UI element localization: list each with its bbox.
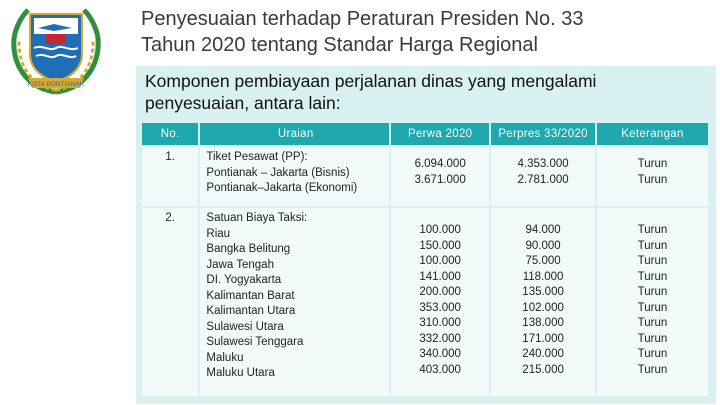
keterangan-value: Turun (637, 363, 668, 376)
uraian-line: Maluku (206, 351, 244, 364)
perpres-value: 215.000 (522, 363, 564, 376)
uraian-line: Pontianak–Jakarta (Ekonomi) (206, 182, 358, 194)
perwa-value: 6.094.000 (414, 158, 466, 170)
intro-line-2: penyesuaian, antara lain: (145, 93, 341, 113)
intro-line-1: Komponen pembiayaan perjalanan dinas yang mengalami (145, 71, 597, 91)
keterangan-value: Turun (637, 301, 668, 314)
uraian-line: Pontianak – Jakarta (Bisnis) (206, 166, 350, 179)
row-perwa (391, 147, 489, 206)
perpres-value: 138.000 (522, 317, 564, 329)
row-number: 1. (142, 147, 198, 206)
keterangan-value: Turun (637, 270, 668, 283)
row-perpres (491, 147, 595, 206)
perpres-value: 94.000 (525, 224, 561, 236)
keterangan-value: Turun (637, 286, 668, 298)
keterangan-value: Turun (637, 239, 668, 252)
city-emblem-logo (6, 4, 106, 96)
header-perwa: Perwa 2020 (391, 123, 489, 145)
perpres-value: 102.000 (522, 301, 564, 314)
perpres-value: 75.000 (525, 255, 561, 267)
perpres-value: 90.000 (525, 239, 561, 252)
row-uraian (200, 208, 389, 396)
table-header-row (142, 123, 708, 145)
intro-text (145, 70, 705, 114)
uraian-line: Sulawesi Utara (206, 320, 284, 333)
uraian-line: Sulawesi Tenggara (206, 336, 304, 348)
row-perwa (391, 208, 489, 396)
keterangan-value: Turun (637, 348, 668, 360)
perpres-value: 118.000 (522, 270, 564, 283)
header-keterangan: Keterangan (597, 123, 708, 145)
perpres-value: 4.353.000 (517, 158, 569, 170)
uraian-line: Jawa Tengah (206, 258, 274, 271)
header-perpres: Perpres 33/2020 (491, 123, 595, 145)
keterangan-value: Turun (637, 255, 668, 267)
uraian-line: Maluku Utara (206, 367, 275, 379)
keterangan-value: Turun (637, 173, 668, 186)
row-perpres (491, 208, 595, 396)
table-row (142, 208, 708, 396)
perwa-value: 100.000 (419, 224, 461, 236)
keterangan-value: Turun (637, 317, 668, 329)
header-no: No. (142, 123, 198, 145)
header-uraian: Uraian (200, 123, 389, 145)
perwa-value: 310.000 (419, 317, 461, 329)
uraian-line: Kalimantan Utara (206, 305, 296, 317)
perwa-value: 403.000 (419, 363, 461, 376)
perwa-value: 340.000 (419, 348, 461, 360)
title-line-2: Tahun 2020 tentang Standar Harga Regional (141, 34, 538, 56)
perpres-value: 135.000 (522, 286, 564, 298)
perpres-value: 240.000 (522, 348, 564, 360)
uraian-line: Kalimantan Barat (206, 289, 295, 302)
row-keterangan (597, 208, 708, 396)
perpres-value: 171.000 (522, 332, 564, 345)
perpres-value: 2.781.000 (517, 173, 569, 186)
logo-ribbon-text: KOTA PONTIANAK (27, 81, 85, 88)
perwa-value: 3.671.000 (414, 173, 466, 186)
table-row (142, 147, 708, 206)
perwa-value: 200.000 (419, 286, 461, 298)
keterangan-value: Turun (637, 332, 668, 345)
comparison-table (140, 121, 710, 398)
uraian-line: Tiket Pesawat (PP): (206, 151, 308, 163)
uraian-line: Satuan Biaya Taksi: (206, 212, 308, 224)
perwa-value: 100.000 (419, 255, 461, 267)
perwa-value: 150.000 (419, 239, 461, 252)
perwa-value: 141.000 (419, 270, 461, 283)
uraian-line: DI. Yogyakarta (206, 274, 282, 286)
perwa-value: 353.000 (419, 301, 461, 314)
row-number: 2. (142, 208, 198, 396)
page-title (141, 6, 716, 58)
row-uraian (200, 147, 389, 206)
uraian-line: Riau (206, 227, 231, 240)
title-line-1: Penyesuaian terhadap Peraturan Presiden No. 33 (141, 8, 584, 30)
keterangan-value: Turun (637, 224, 668, 236)
perwa-value: 332.000 (419, 332, 461, 345)
uraian-line: Bangka Belitung (206, 243, 291, 255)
row-keterangan (597, 147, 708, 206)
keterangan-value: Turun (637, 158, 668, 170)
